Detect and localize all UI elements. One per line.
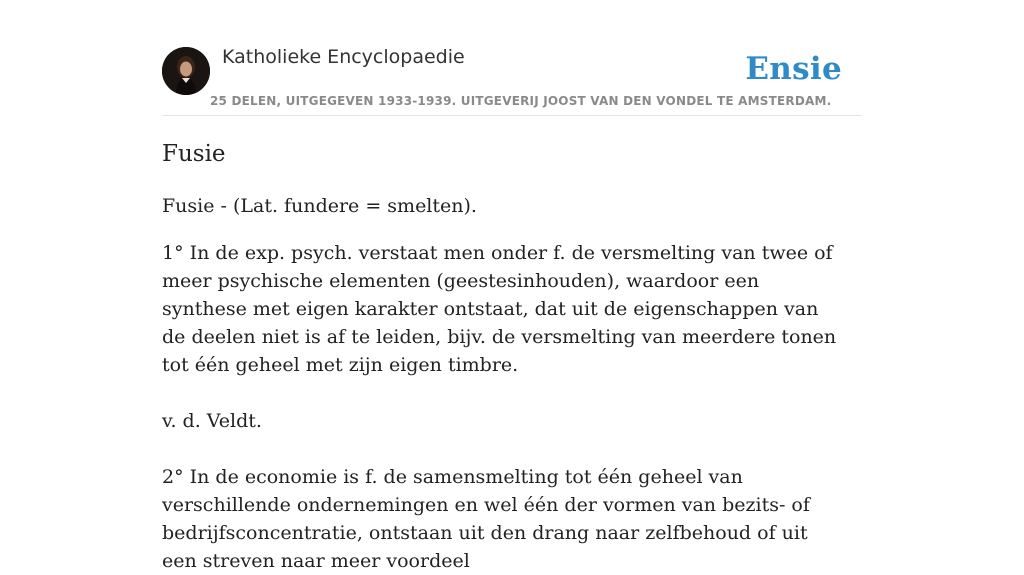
site-title-link[interactable]: Katholieke Encyclopaedie — [222, 46, 465, 68]
portrait-avatar-icon — [162, 47, 210, 95]
article-body: 1° In de exp. psych. verstaat men onder f. de versmelting van twee of meer psychische elementen (geestesinhouden), waardoor een synthese met eigen karakter ontstaat, dat uit de eigenschappen van de deelen niet is af te leiden, bijv. de versmelting van meerdere tonen tot één geheel met zijn eigen timbre. v. d. Veldt. 2° In de economie is f. de samensmelting tot één geheel van verschillende ondernemingen en wel één der vormen van bezits- of bedrijfsconcentratie, ontstaan uit den drang naar zelfbehoud of uit een streven naar meer voordeel — [162, 242, 837, 572]
article — [162, 138, 842, 575]
avatar[interactable] — [162, 47, 210, 95]
ensie-logo[interactable]: Ensie — [745, 51, 842, 87]
site-subtitle: 25 DELEN, UITGEGEVEN 1933-1939. UITGEVERIJ JOOST VAN DEN VONDEL TE AMSTERDAM. — [210, 94, 832, 108]
page-title: Fusie — [162, 141, 226, 167]
header-divider — [162, 115, 862, 116]
article-lead: Fusie - (Lat. fundere = smelten). — [162, 195, 477, 217]
